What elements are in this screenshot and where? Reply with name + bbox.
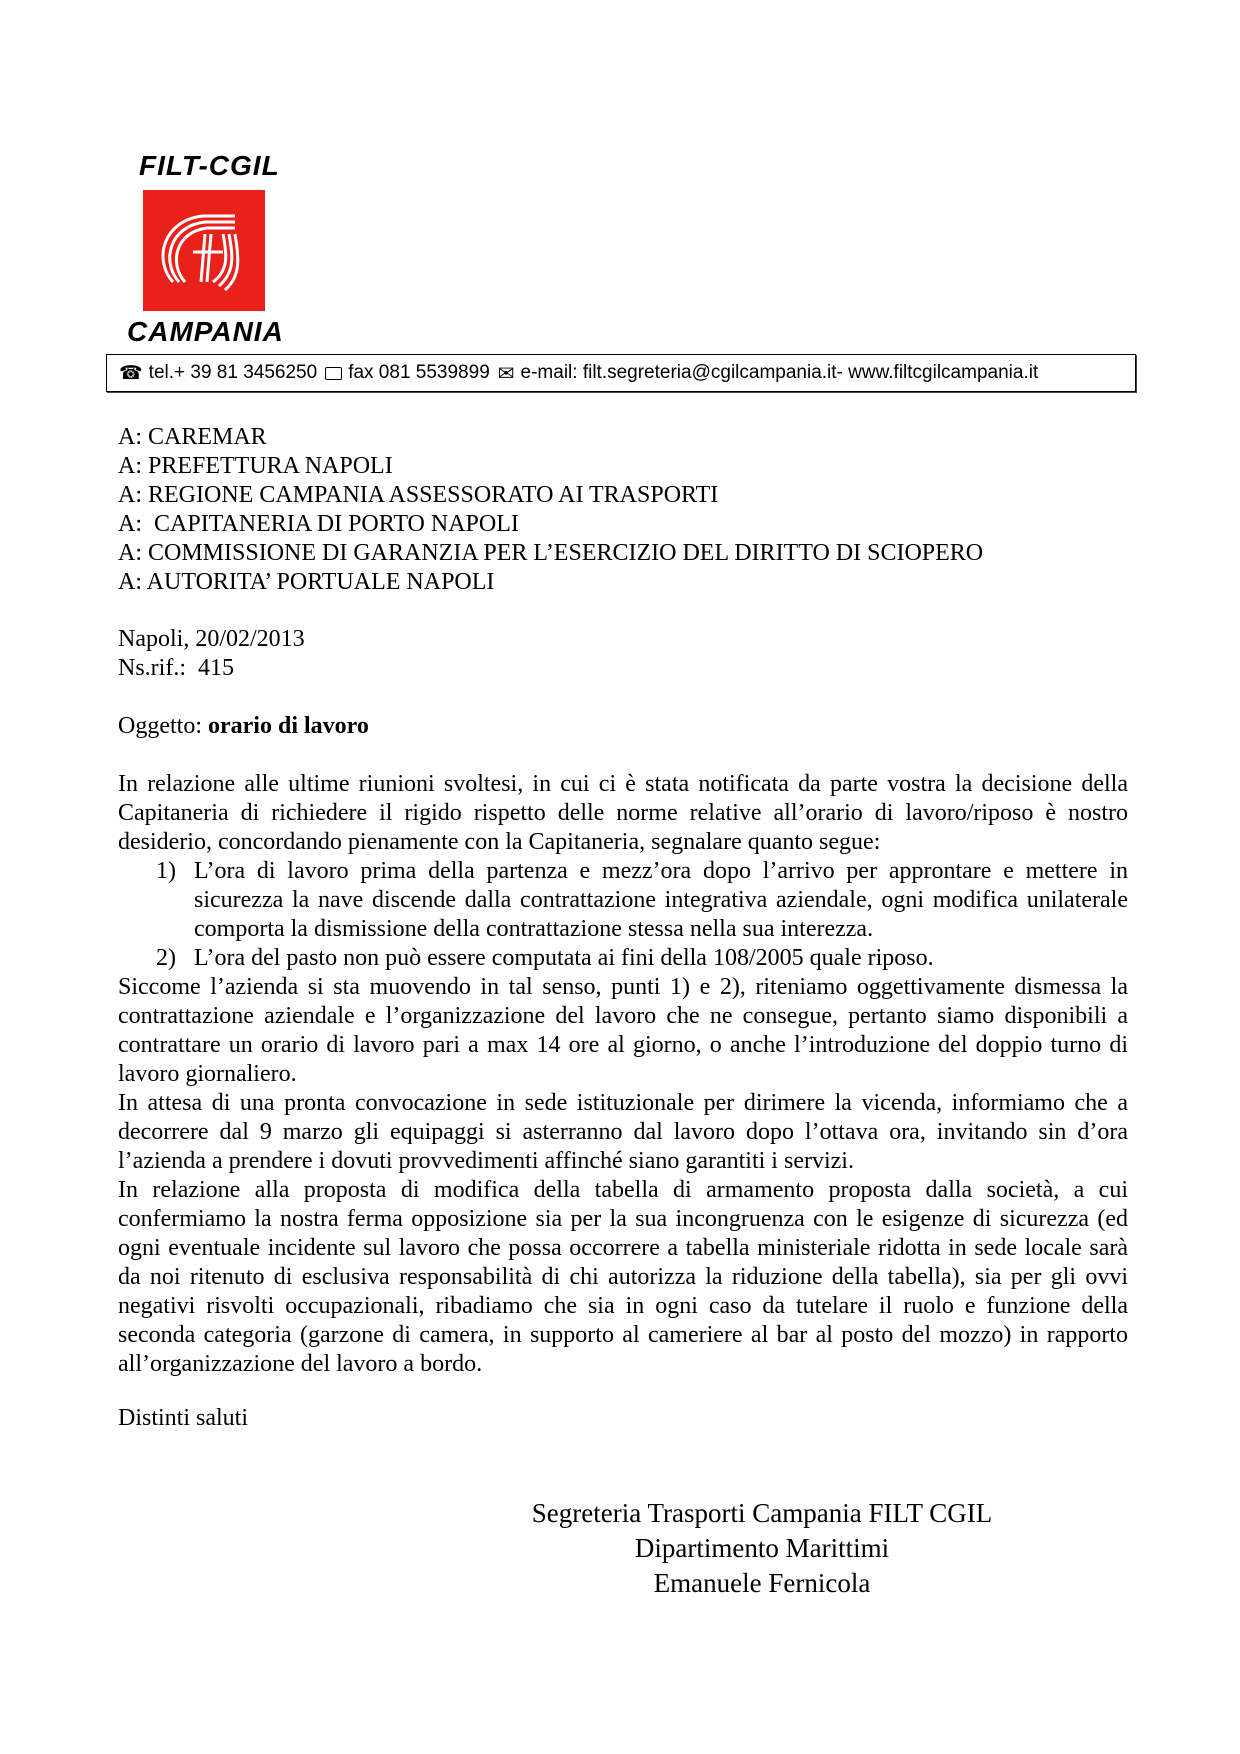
letter-body [118, 770, 1128, 1379]
phone-icon: ☎ [119, 362, 143, 384]
envelope-icon: ✉ [497, 362, 515, 385]
contact-bar [106, 354, 1136, 392]
signature-line: Segreteria Trasporti Campania FILT CGIL [531, 1498, 993, 1528]
recipient-line: A: COMMISSIONE DI GARANZIA PER L’ESERCIZIO DEL DIRITTO DI SCIOPERO [118, 540, 984, 566]
filt-logo-icon [143, 190, 265, 311]
recipients-list [118, 423, 983, 597]
recipient-line: A: CAPITANERIA DI PORTO NAPOLI [118, 511, 519, 537]
logo-emblem [143, 190, 265, 311]
reference-line: Ns.rif.: 415 [118, 655, 234, 681]
logo-top-text: FILT-CGIL [139, 150, 280, 181]
subject-line [118, 712, 369, 741]
body-paragraph: Siccome l’azienda si sta muovendo in tal senso, punti 1) e 2), riteniamo oggettivamente dismessa la contrattazione aziendale e l’organizzazione del lavoro che ne consegue, pertanto siamo disponibili a contrattare un orario di lavoro pari a max 14 ore al giorno, o anche l’introduzione del doppio turno di lavoro giornaliero. [118, 974, 1128, 1087]
body-paragraph: In attesa di una pronta convocazione in sede istituzionale per dirimere la vicenda, informiamo che a decorrere dal 9 marzo gli equipaggi si asterranno dal lavoro dopo l’ottava ora, invitando sin d’ora l’azienda a prendere i dovuti provvedimenti affinché siano garantiti i servizi. [118, 1090, 1128, 1174]
list-item-number: 1) [156, 858, 176, 884]
list-item [118, 857, 1128, 944]
contact-fax: fax 081 5539899 [348, 362, 490, 383]
signature-name: Emanuele Fernicola [653, 1568, 871, 1598]
signature-line: Dipartimento Marittimi [634, 1533, 890, 1563]
fax-icon [325, 367, 342, 380]
list-item-text: L’ora del pasto non può essere computata ai fini della 108/2005 quale riposo. [194, 945, 934, 971]
logo-bottom-text: CAMPANIA [127, 316, 284, 347]
list-item-number: 2) [156, 945, 176, 971]
date-line: Napoli, 20/02/2013 [118, 626, 305, 652]
recipient-line: A: CAREMAR [118, 424, 267, 450]
recipient-line: A: REGIONE CAMPANIA ASSESSORATO AI TRASPORTI [118, 482, 719, 508]
subject-label: Oggetto: [118, 713, 208, 739]
contact-email: e-mail: filt.segreteria@cgilcampania.it- www.filtcgilcampania.it [520, 362, 1039, 383]
contact-phone: tel.+ 39 81 3456250 [148, 362, 318, 383]
signature-block [508, 1496, 1016, 1601]
list-item-text: L’ora di lavoro prima della partenza e mezz’ora dopo l’arrivo per approntare e mettere in sicurezza la nave discende dalla contrattazione integrativa aziendale, ogni modifica unilaterale comporta la dismissione della contrattazione stessa nella sua interezza. [194, 858, 1128, 942]
body-paragraph: In relazione alla proposta di modifica della tabella di armamento proposta dalla società, a cui confermiamo la nostra ferma opposizione sia per la sua incongruenza con le esigenze di sicurezza (ed ogni eventuale incidente sul lavoro che possa occorrere a tabella ministeriale ridotta in sede locale sarà da noi ritenuto di esclusiva responsabilità di chi autorizza la riduzione della tabella), sia per gli ovvi negativi risvolti occupazionali, ribadiamo che sia in ogni caso da tutelare il ruolo e funzione della seconda categoria (garzone di camera, in supporto al cameriere al bar al posto del mozzo) in rapporto all’organizzazione del lavoro a bordo. [118, 1177, 1128, 1377]
list-item [118, 944, 1128, 973]
closing-line: Distinti saluti [118, 1405, 249, 1431]
recipient-line: A: AUTORITA’ PORTUALE NAPOLI [118, 569, 495, 595]
subject-value: orario di lavoro [208, 713, 369, 739]
recipient-line: A: PREFETTURA NAPOLI [118, 453, 393, 479]
body-intro: In relazione alle ultime riunioni svoltesi, in cui ci è stata notificata da parte vostra la decisione della Capitaneria di richiedere il rigido rispetto delle norme relative all’orario di lavoro/riposo è nostro desiderio, concordando pienamente con la Capitaneria, segnalare quanto segue: [118, 771, 1128, 855]
points-list [118, 857, 1128, 973]
date-block [118, 625, 305, 683]
